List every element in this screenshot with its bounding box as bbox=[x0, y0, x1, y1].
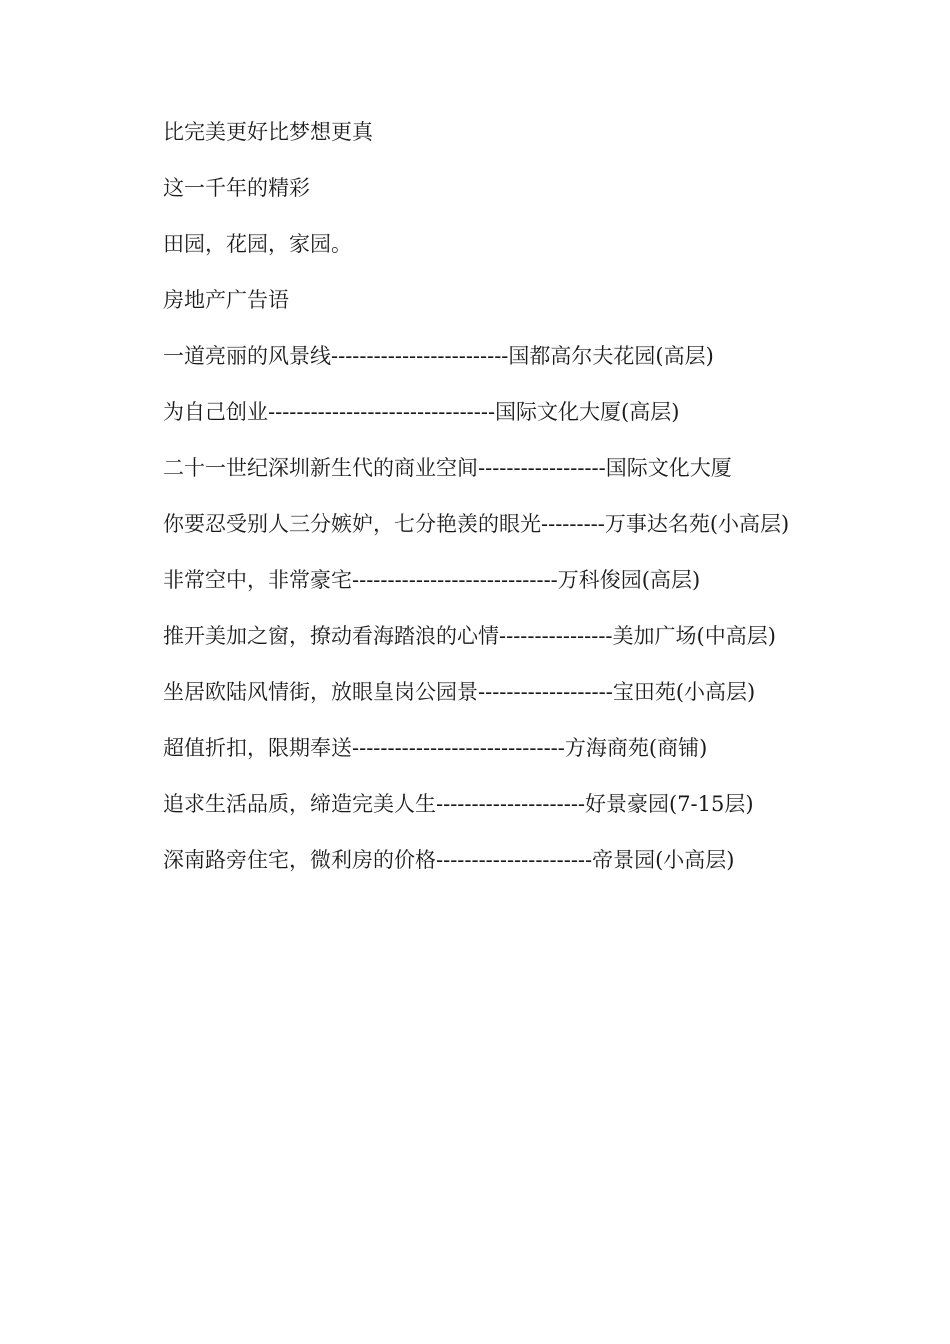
ad-line: 超值折扣，限期奉送------------------------------方海商苑(商铺) bbox=[163, 736, 708, 760]
document-body bbox=[115, 113, 835, 897]
ad-line: 你要忍受别人三分嫉妒，七分艳羡的眼光---------万事达名苑(小高层) bbox=[163, 512, 790, 536]
ad-line: 为自己创业--------------------------------国际文化大厦(高层) bbox=[163, 400, 680, 424]
ad-line: 追求生活品质，缔造完美人生---------------------好景豪园(7-15层) bbox=[163, 792, 754, 816]
paragraph-slogan-1: 比完美更好比梦想更真 bbox=[163, 120, 373, 144]
paragraph-slogan-3: 田园，花园，家园。 bbox=[163, 232, 352, 256]
ad-line: 深南路旁住宅，微利房的价格----------------------帝景园(小高层) bbox=[163, 848, 735, 872]
ad-line: 一道亮丽的风景线-------------------------国都高尔夫花园(高层) bbox=[163, 344, 714, 368]
ad-line: 非常空中，非常豪宅-----------------------------万科俊园(高层) bbox=[163, 568, 701, 592]
section-heading: 房地产广告语 bbox=[163, 288, 289, 312]
paragraph-slogan-2: 这一千年的精彩 bbox=[163, 176, 310, 200]
ad-line: 坐居欧陆风情街，放眼皇岗公园景-------------------宝田苑(小高层) bbox=[163, 680, 756, 704]
ad-line: 推开美加之窗，撩动看海踏浪的心情----------------美加广场(中高层) bbox=[163, 624, 776, 648]
ad-line: 二十一世纪深圳新生代的商业空间------------------国际文化大厦 bbox=[163, 456, 732, 480]
